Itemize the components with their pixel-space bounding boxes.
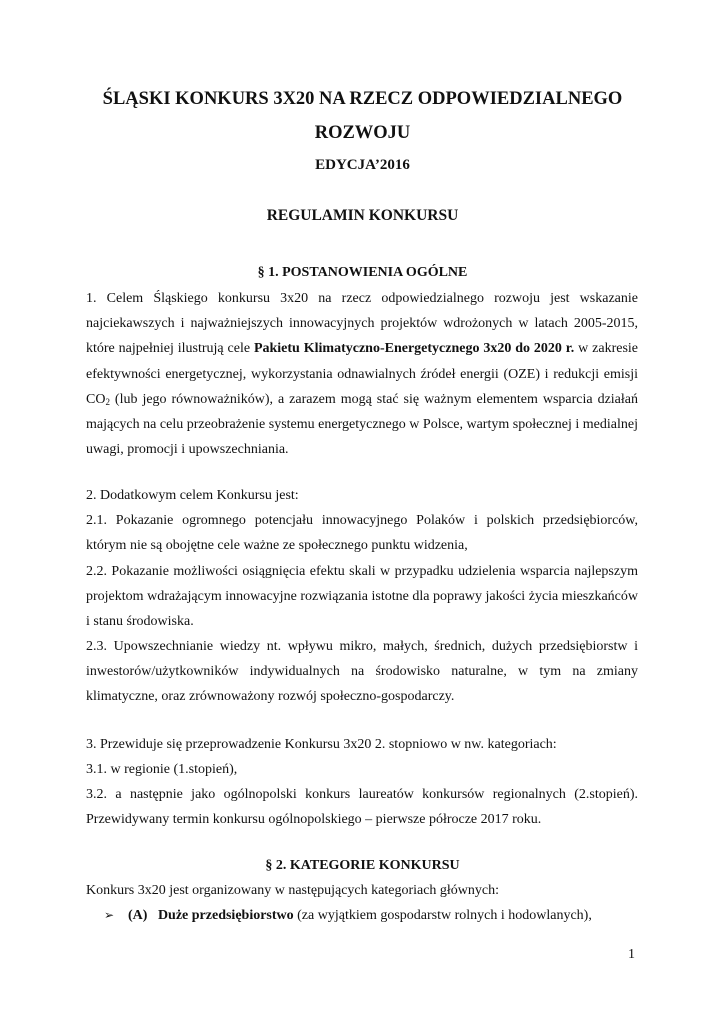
paragraph-2-3: 2.3. Upowszechnianie wiedzy nt. wpływu mikro, małych, średnich, dużych przedsiębiorstw i inwestorów/użytkowników indywidualnych na środowisko naturalne, w tym na zmiany klimatyczne, oraz zrównoważony rozwój społeczno-gospodarczy. <box>86 639 638 705</box>
title-line-2: ROZWOJU <box>314 123 411 143</box>
category-name: Duże przedsiębiorstwo <box>157 908 294 923</box>
section-2-intro: Konkurs 3x20 jest organizowany w następujących kategoriach głównych: <box>86 883 500 898</box>
edition-label: EDYCJA’2016 <box>315 157 410 173</box>
paragraph-2-2: 2.2. Pokazanie możliwości osiągnięcia efektu skali w przypadku udzielenia wsparcia najlepszym projektom wdrażającym innowacyjne rozwiązania istotne dla poprawy jakości życia mieszkańców i stanu środowiska. <box>86 564 638 630</box>
title-line-1: ŚLĄSKI KONKURS 3X20 NA RZECZ ODPOWIEDZIALNEGO <box>102 89 623 109</box>
paragraph-3-2: 3.2. a następnie jako ogólnopolski konkurs laureatów konkursów regionalnych (2.stopień). Przewidywany termin konkursu ogólnopolskiego – pierwsze półrocze 2017 roku. <box>86 787 638 828</box>
section-2-heading: § 2. KATEGORIE KONKURSU <box>265 858 460 873</box>
page-number: 1 <box>628 947 635 962</box>
arrow-bullet-icon: ➢ <box>104 908 115 922</box>
paragraph-2: 2. Dodatkowym celem Konkursu jest: <box>86 488 299 503</box>
paragraph-2-1: 2.1. Pokazanie ogromnego potencjału innowacyjnego Polaków i polskich przedsiębiorców, którym nie są obojętne cele ważne ze społecznego punktu widzenia, <box>86 513 638 554</box>
document-subtitle: REGULAMIN KONKURSU <box>266 207 459 224</box>
category-description: (za wyjątkiem gospodarstw rolnych i hodowlanych), <box>293 908 592 923</box>
paragraph-1-bold: Pakietu Klimatyczno-Energetycznego 3x20 do 2020 r. <box>253 341 575 357</box>
paragraph-1: 1. Celem Śląskiego konkursu 3x20 na rzecz odpowiedzialnego rozwoju jest wskazanie najciekawszych i najważniejszych innowacyjnych projektów wdrożonych w latach 2005-2015, które najpełniej ilustrują cele Pakietu Klimatyczno-Energetycznego 3x20 do 2020 r. w zakresie efektywności energetycznej, wykorzystania odnawialnych źródeł energii (OZE) i redukcji emisji $CO_2$ (lub jego równoważników), a zarazem mogą stać się ważnym elementem wsparcia działań mających na celu przeobrażenie systemu energetycznego w Polsce, wartym społecznej i medialnej uwagi, promocji i upowszechniania. <box>86 291 638 458</box>
paragraph-3-1: 3.1. w regionie (1.stopień), <box>86 762 238 777</box>
category-list-item <box>104 903 644 928</box>
category-label: (A) <box>128 908 148 923</box>
document-title <box>40 82 685 150</box>
section-1-heading: § 1. POSTANOWIENIA OGÓLNE <box>257 265 468 280</box>
paragraph-3: 3. Przewiduje się przeprowadzenie Konkursu 3x20 2. stopniowo w nw. kategoriach: <box>86 737 557 752</box>
